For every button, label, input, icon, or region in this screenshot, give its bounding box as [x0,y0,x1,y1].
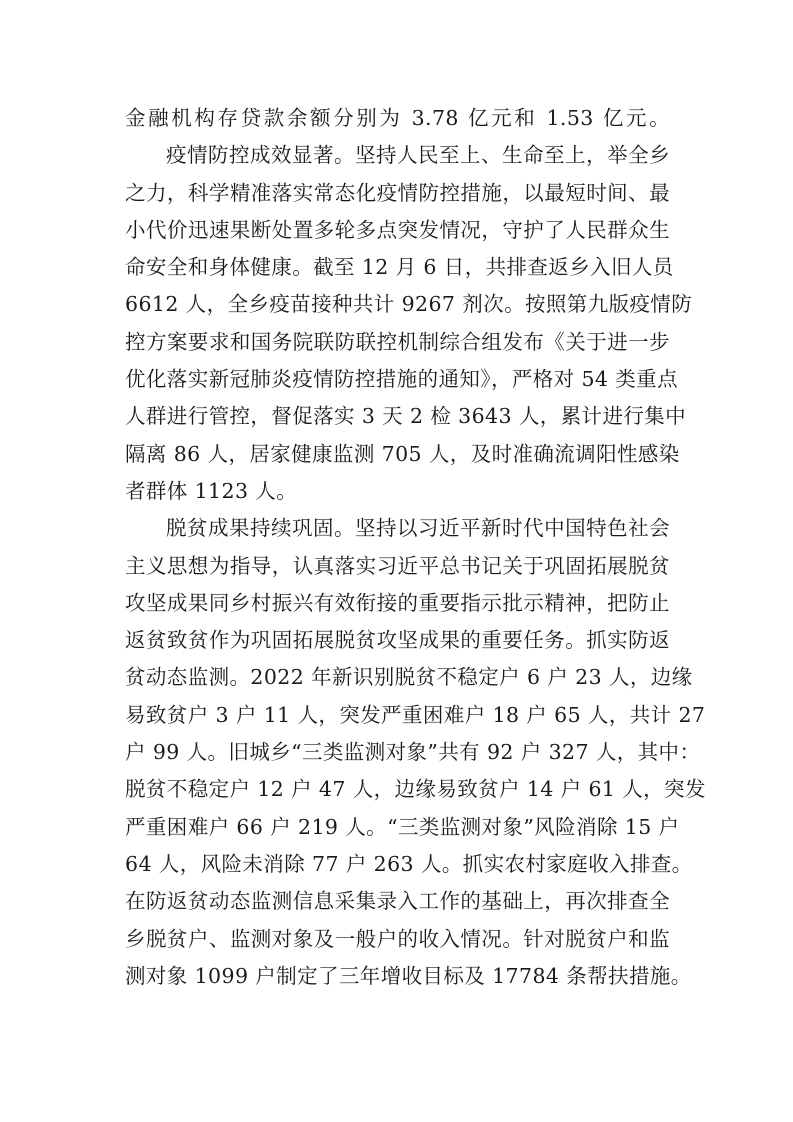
paragraph-epidemic-prevention [125,137,693,510]
text-line: 测对象 1099 户制定了三年增收目标及 17784 条帮扶措施。 [125,963,692,988]
text-line: 主义思想为指导，认真落实习近平总书记关于巩固拓展脱贫 [125,553,670,578]
text-line: 者群体 1123 人。 [125,478,298,503]
text-line: 金融机构存贷款余额分别为 3.78 亿元和 1.53 亿元。 [125,106,670,130]
text-line: 严重困难户 66 户 219 人。“三类监测对象”风险消除 15 户 [125,814,680,839]
text-line: 在防返贫动态监测信息采集录入工作的基础上，再次排查全 [125,889,670,914]
text-line: 贫动态监测。2022 年新识别脱贫不稳定户 6 户 23 人，边缘 [125,665,693,690]
text-line: 脱贫不稳定户 12 户 47 人，边缘易致贫户 14 户 61 人，突发 [125,777,706,802]
text-line: 优化落实新冠肺炎疫情防控措施的通知》，严格对 54 类重点 [125,367,678,392]
text-line: 户 99 人。旧城乡“三类监测对象”共有 92 户 327 人，其中： [125,740,701,765]
text-line: 疫情防控成效显著。坚持人民至上、生命至上，举全乡 [166,143,670,168]
text-line: 命安全和身体健康。截至 12 月 6 日，共排查返乡入旧人员 [125,255,674,280]
text-line: 6612 人，全乡疫苗接种共计 9267 剂次。按照第九版疫情防 [125,292,693,317]
text-line: 64 人，风险未消除 77 户 263 人。抓实农村家庭收入排查。 [125,851,693,876]
text-line: 小代价迅速果断处置多轮多点突发情况，守护了人民群众生 [125,217,670,242]
paragraph-poverty-alleviation [125,510,706,995]
text-line: 控方案要求和国务院联防联控机制综合组发布《关于进一步 [125,329,670,354]
text-line: 人群进行管控，督促落实 3 天 2 检 3643 人，累计进行集中 [125,404,687,429]
text-line: 易致贫户 3 户 11 人，突发严重困难户 18 户 65 人，共计 27 [125,702,706,727]
document-body [125,100,706,995]
text-line: 隔离 86 人，居家健康监测 705 人，及时准确流调阳性感染 [125,441,680,466]
text-line: 脱贫成果持续巩固。坚持以习近平新时代中国特色社会 [166,516,670,541]
text-line: 攻坚成果同乡村振兴有效衔接的重要指示批示精神，把防止 [125,590,670,615]
text-line: 之力，科学精准落实常态化疫情防控措施，以最短时间、最 [125,180,670,205]
paragraph-finance-balance [125,100,670,137]
text-line: 乡脱贫户、监测对象及一般户的收入情况。针对脱贫户和监 [125,926,670,951]
text-line: 返贫致贫作为巩固拓展脱贫攻坚成果的重要任务。抓实防返 [125,628,670,653]
